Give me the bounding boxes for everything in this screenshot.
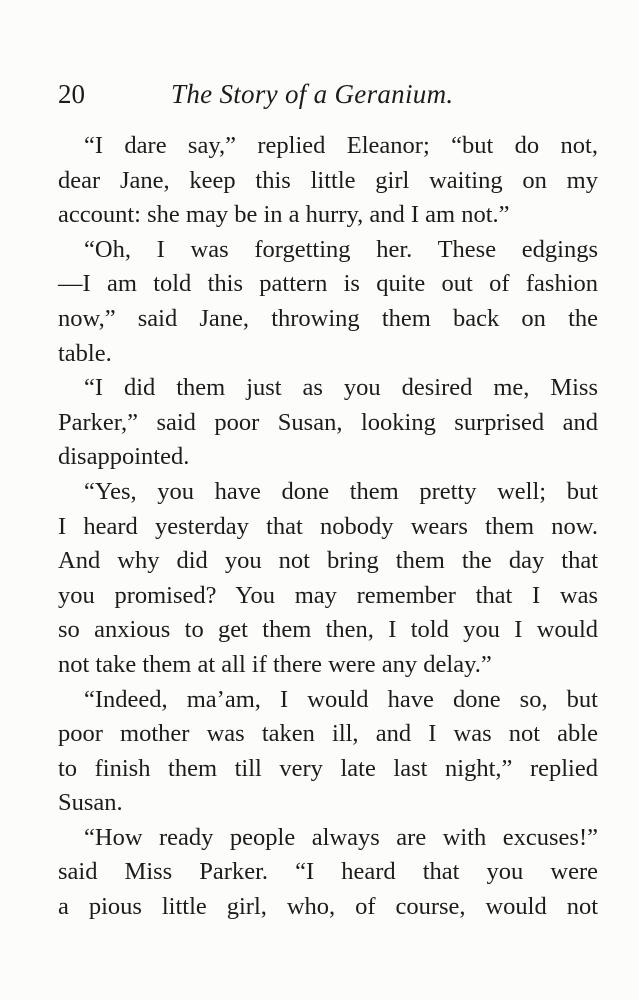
paragraph — [58, 129, 598, 233]
text-line: “Indeed, ma’am, I would have done so, but — [84, 685, 598, 713]
text-line: And why did you not bring them the day that — [58, 547, 598, 575]
paragraph — [58, 683, 598, 821]
text-line: not take them at all if there were any delay.” — [58, 650, 492, 678]
text-line: you promised? You may remember that I was — [58, 581, 598, 609]
paragraph — [58, 371, 598, 475]
page-number: 20 — [58, 79, 85, 109]
text-line: I heard yesterday that nobody wears them now. — [58, 512, 598, 540]
text-line: said Miss Parker. “I heard that you were — [58, 858, 598, 886]
text-line: now,” said Jane, throwing them back on the — [58, 304, 598, 332]
paragraph — [58, 821, 598, 925]
text-line: “I did them just as you desired me, Miss — [84, 374, 598, 402]
text-line: poor mother was taken ill, and I was not able — [58, 720, 598, 748]
text-line: dear Jane, keep this little girl waiting on my — [58, 166, 598, 194]
text-line: to finish them till very late last night,” replied — [58, 754, 598, 782]
text-line: “Oh, I was forgetting her. These edgings — [84, 235, 598, 263]
text-line: “Yes, you have done them pretty well; but — [84, 477, 598, 505]
text-line: Parker,” said poor Susan, looking surprised and — [58, 408, 598, 436]
text-line: “How ready people always are with excuses!” — [84, 823, 598, 851]
paragraph — [58, 233, 598, 371]
running-title: The Story of a Geranium. — [171, 79, 454, 109]
text-line: disappointed. — [58, 443, 190, 471]
text-line: a pious little girl, who, of course, would not — [58, 893, 598, 921]
text-line: account: she may be in a hurry, and I am not.” — [58, 201, 510, 229]
body-text — [58, 129, 598, 925]
text-line: —I am told this pattern is quite out of fashion — [58, 270, 598, 298]
text-line: “I dare say,” replied Eleanor; “but do not, — [84, 132, 598, 159]
text-line: Susan. — [58, 789, 123, 817]
text-line: so anxious to get them then, I told you I would — [58, 616, 598, 644]
text-line: table. — [58, 339, 112, 367]
paragraph — [58, 475, 598, 683]
page-header — [58, 76, 598, 116]
